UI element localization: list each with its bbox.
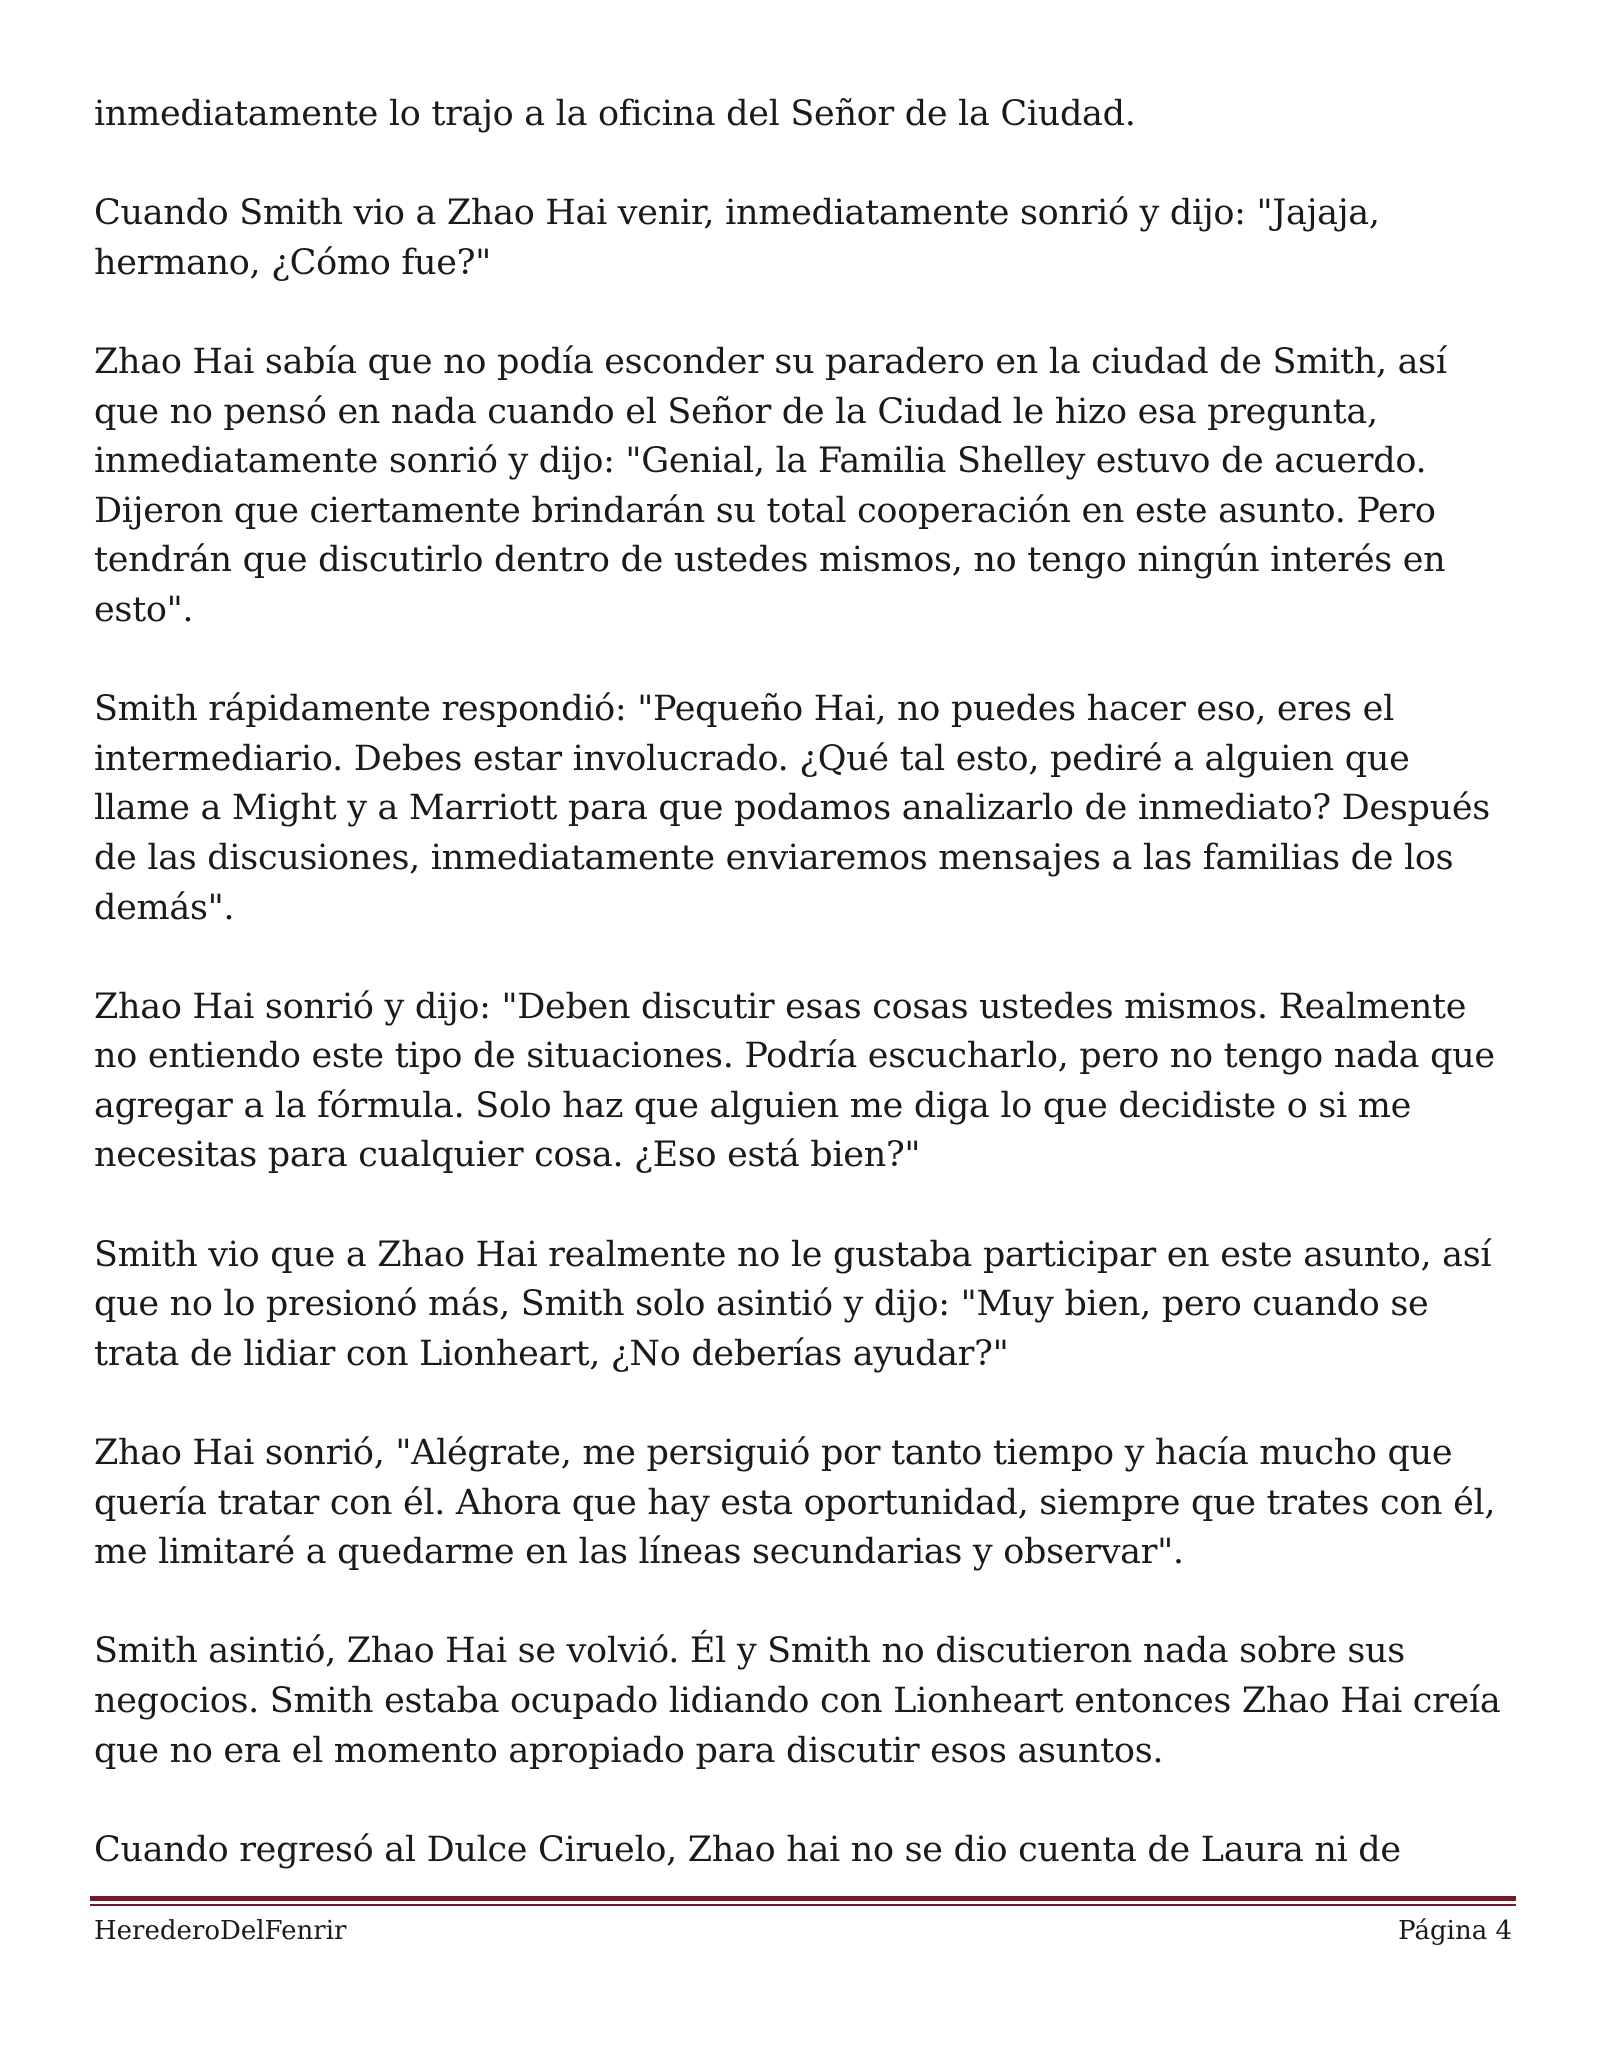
paragraph: Smith vio que a Zhao Hai realmente no le gustaba participar en este asunto, así que no lo presionó más, Smith solo asintió y dijo: "Muy bien, pero cuando se trata de lidiar con Lionheart, ¿No deberías ayudar?" xyxy=(94,1234,1492,1374)
page-number: Página 4 xyxy=(1398,1916,1512,1946)
paragraph: Smith rápidamente respondió: "Pequeño Hai, no puedes hacer eso, eres el intermediario. Debes estar involucrado. ¿Qué tal esto, pediré a alguien que llame a Might y a Marriott para que podamos analizarlo de inmediato? Después de las discusiones, inmediatamente enviaremos mensajes a las familias de los demás". xyxy=(94,689,1490,928)
paragraph: Zhao Hai sonrió, "Alégrate, me persiguió por tanto tiempo y hacía mucho que quería tratar con él. Ahora que hay esta oportunidad, siempre que trates con él, me limitaré a quedarme en las líneas secundarias y observar". xyxy=(94,1433,1496,1573)
paragraph: Cuando Smith vio a Zhao Hai venir, inmediatamente sonrió y dijo: "Jajaja, hermano, ¿Cómo fue?" xyxy=(94,193,1380,283)
footer-rule-thin xyxy=(90,1904,1516,1906)
paragraph: inmediatamente lo trajo a la oficina del Señor de la Ciudad. xyxy=(94,94,1136,134)
paragraph: Zhao Hai sabía que no podía esconder su paradero en la ciudad de Smith, así que no pensó en nada cuando el Señor de la Ciudad le hizo esa pregunta, inmediatamente sonrió y dijo: "Genial, la Familia Shelley estuvo de acuerdo. Dijeron que ciertamente brindarán su total cooperación en este asunto. Pero tendrán que discutirlo dentro de ustedes mismos, no tengo ningún interés en esto". xyxy=(94,341,1447,630)
page-footer xyxy=(94,1916,1512,1946)
paragraph: Smith asintió, Zhao Hai se volvió. Él y Smith no discutieron nada sobre sus negocios. Smith estaba ocupado lidiando con Lionheart entonces Zhao Hai creía que no era el momento apropiado para discutir esos asuntos. xyxy=(94,1631,1501,1771)
paragraph: Zhao Hai sonrió y dijo: "Deben discutir esas cosas ustedes mismos. Realmente no entiendo este tipo de situaciones. Podría escucharlo, pero no tengo nada que agregar a la fórmula. Solo haz que alguien me diga lo que decidiste o si me necesitas para cualquier cosa. ¿Eso está bien?" xyxy=(94,986,1495,1176)
paragraph: Cuando regresó al Dulce Ciruelo, Zhao hai no se dio cuenta de Laura ni de xyxy=(94,1829,1401,1870)
footer-rule-thick xyxy=(90,1896,1516,1901)
footer-author: HerederoDelFenrir xyxy=(94,1916,347,1946)
body-text xyxy=(94,90,1514,1925)
